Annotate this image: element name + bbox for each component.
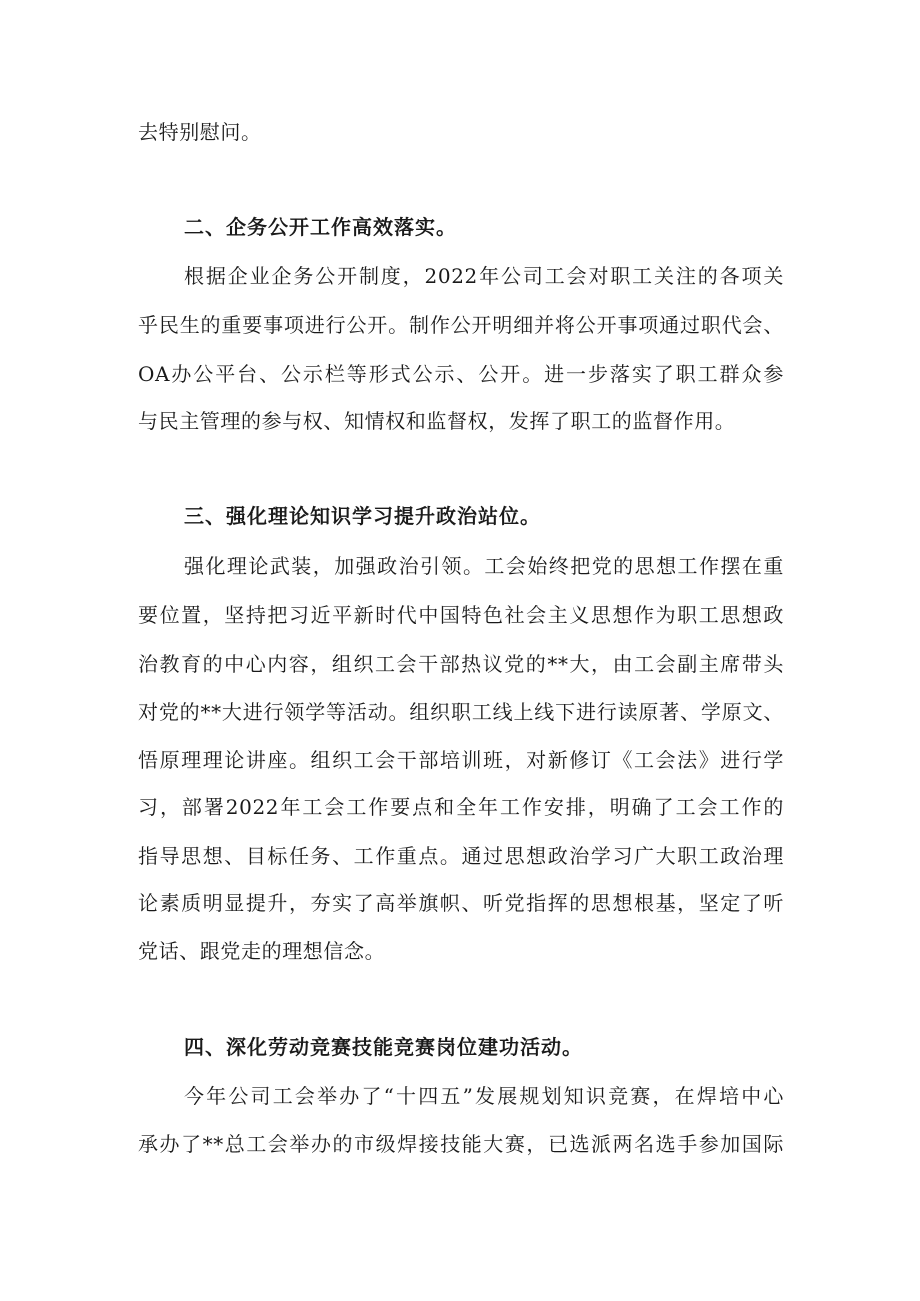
section-heading: 二、企务公开工作高效落实。 [184,215,457,239]
paragraph-line: 习，部署2022年工会工作要点和全年工作安排，明确了工会工作的 [138,795,784,819]
paragraph-line: 乎民生的重要事项进行公开。制作公开明细并将公开事项通过职代会、 [138,313,784,337]
paragraph-line: 今年公司工会举办了“十四五”发展规划知识竞赛，在焊培中心 [184,1084,784,1108]
paragraph-line: 指导思想、目标任务、工作重点。通过思想政治学习广大职工政治理 [138,844,784,868]
paragraph-line: 党话、跟党走的理想信念。 [138,939,386,963]
paragraph-line: 悟原理理论讲座。组织工会干部培训班，对新修订《工会法》进行学 [138,748,784,772]
paragraph-line: 治教育的中心内容，组织工会干部热议党的**大，由工会副主席带头 [138,652,784,676]
paragraph-line: 与民主管理的参与权、知情权和监督权，发挥了职工的监督作用。 [138,409,736,433]
paragraph-line: 根据企业企务公开制度，2022年公司工会对职工关注的各项关 [184,264,784,288]
paragraph-line: 承办了**总工会举办的市级焊接技能大赛，已选派两名选手参加国际 [138,1132,784,1156]
paragraph-line: 要位置，坚持把习近平新时代中国特色社会主义思想作为职工思想政 [138,603,784,627]
paragraph-line: 对党的**大进行领学等活动。组织职工线上线下进行读原著、学原文、 [138,700,784,724]
paragraph-line: OA办公平台、公示栏等形式公示、公开。进一步落实了职工群众参 [138,362,784,386]
paragraph-line: 去特别慰问。 [138,120,262,144]
paragraph-line: 论素质明显提升，夯实了高举旗帜、听党指挥的思想根基，坚定了听 [138,891,784,915]
paragraph-line: 强化理论武装，加强政治引领。工会始终把党的思想工作摆在重 [184,554,784,578]
section-heading: 三、强化理论知识学习提升政治站位。 [184,504,541,528]
section-heading: 四、深化劳动竞赛技能竞赛岗位建功活动。 [184,1035,583,1059]
